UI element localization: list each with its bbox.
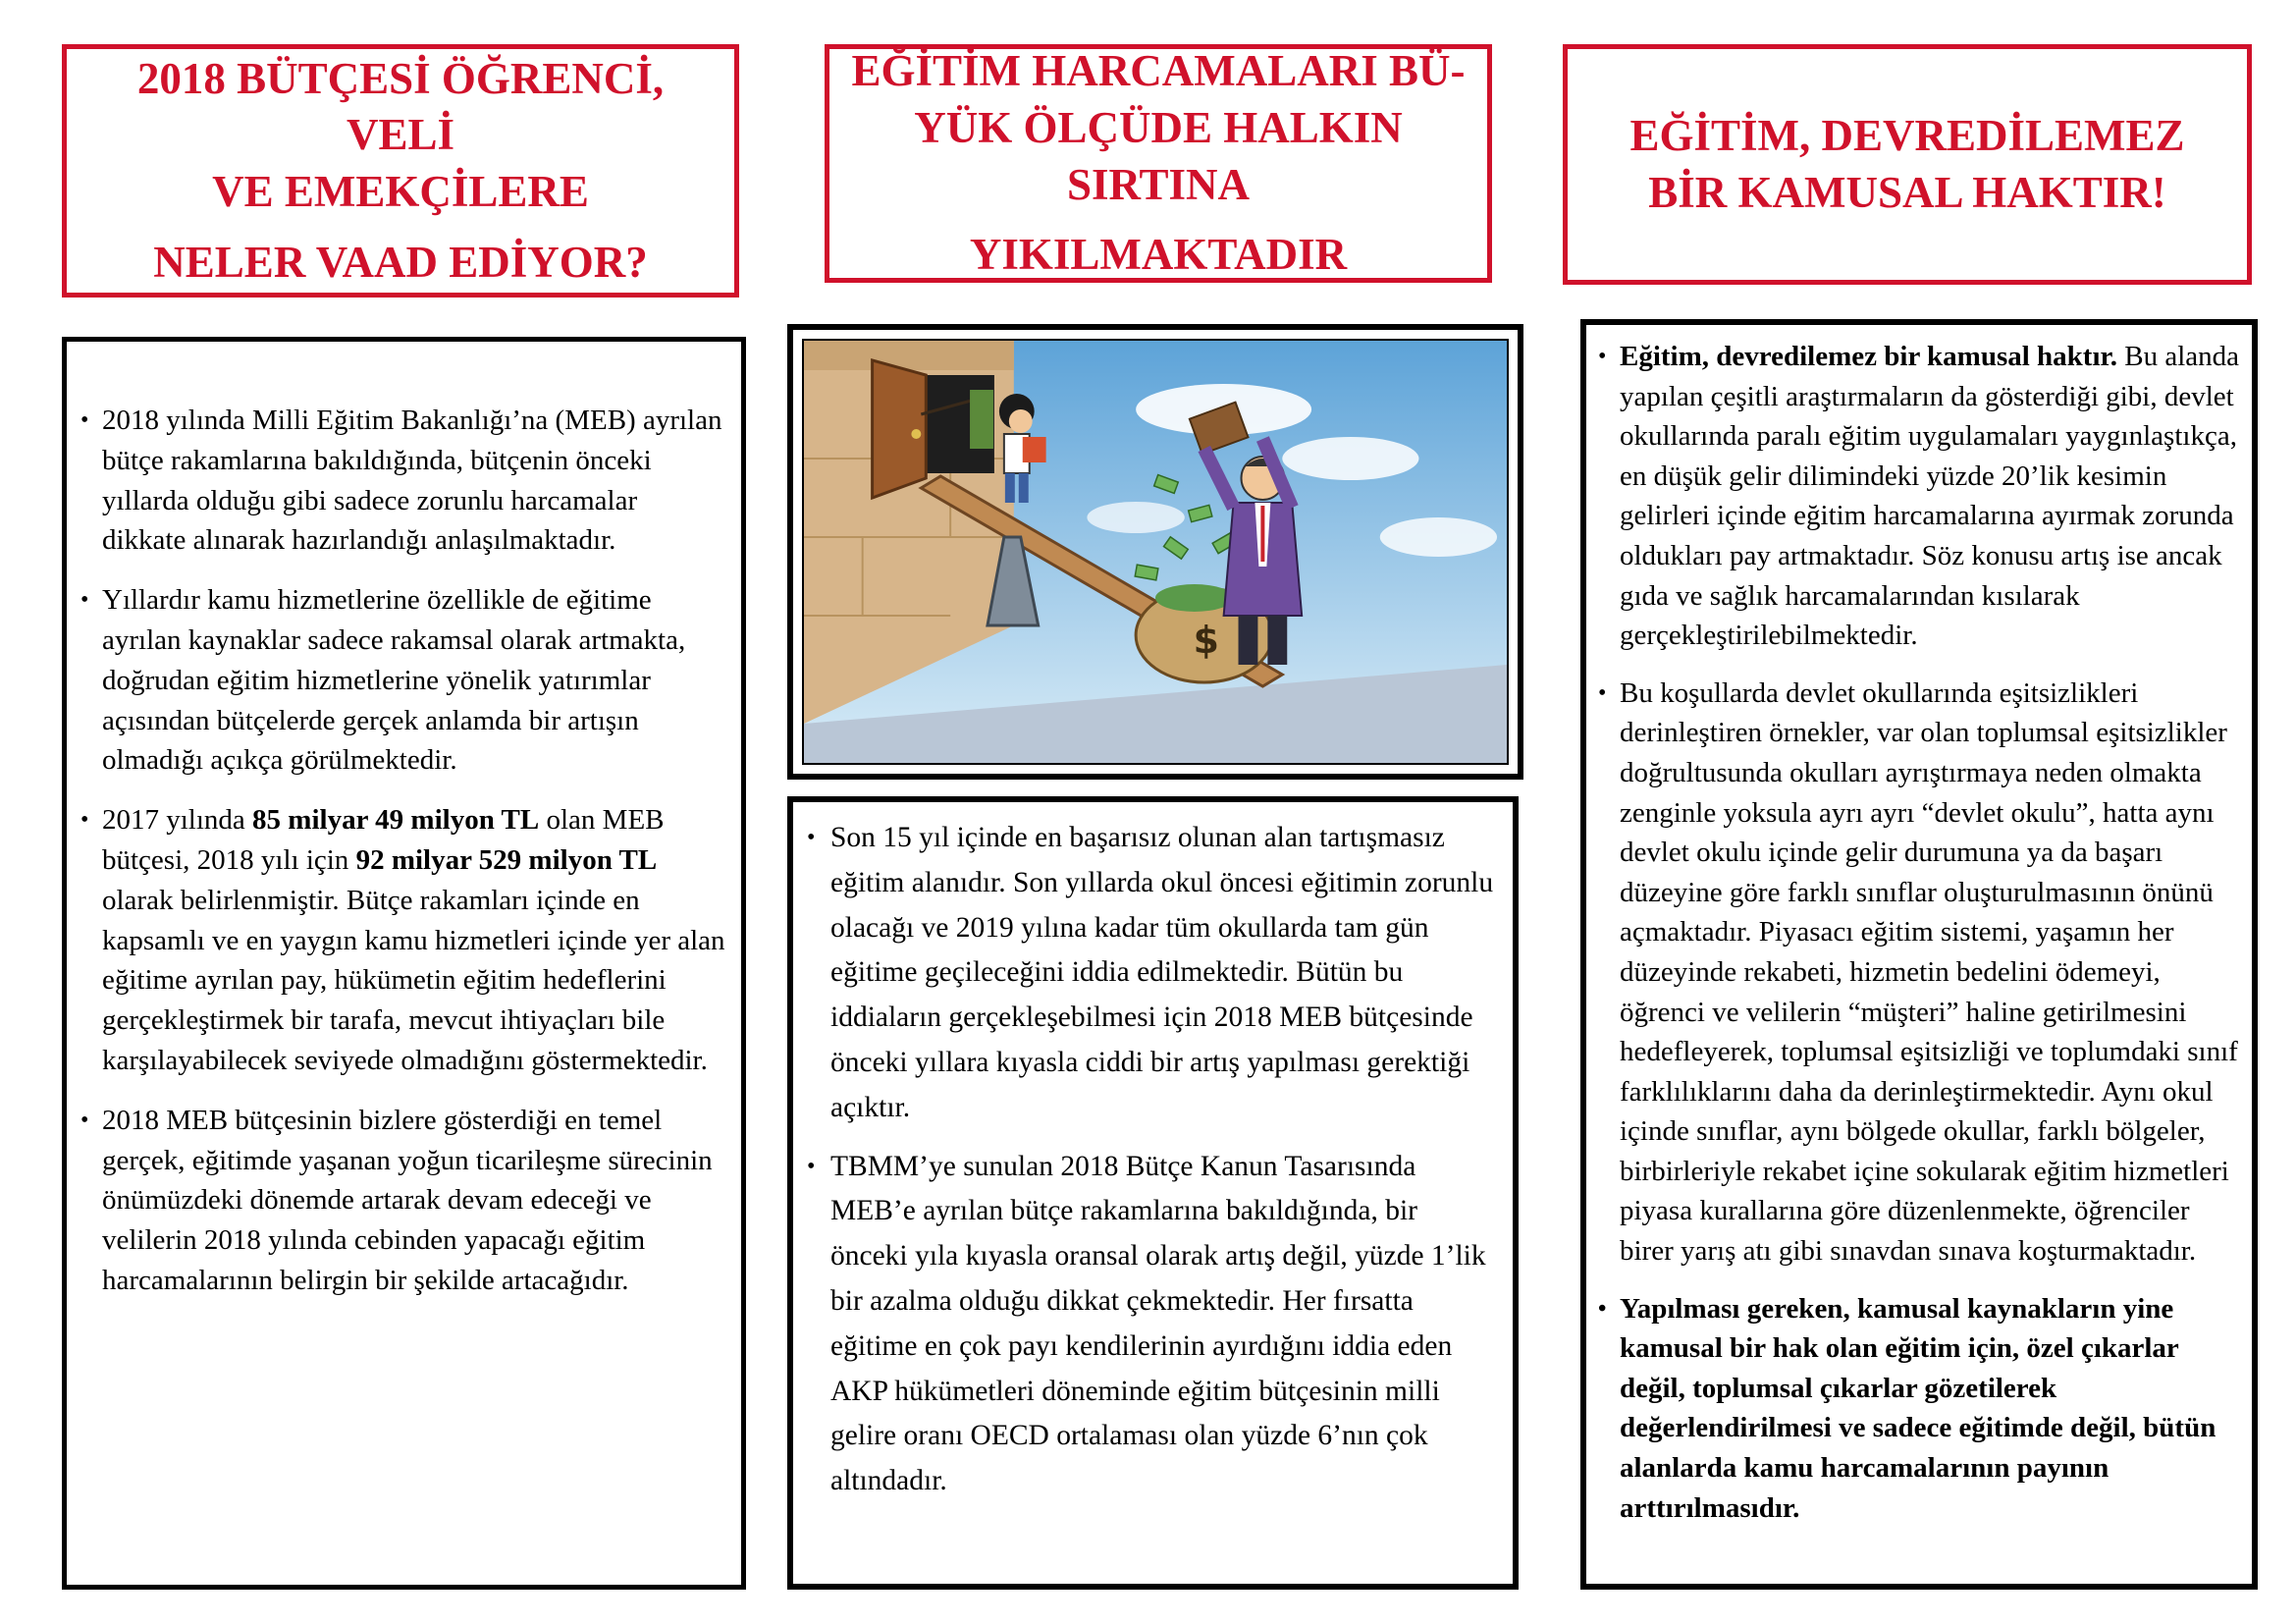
- bullet-item: [80, 580, 727, 781]
- budget-2018-amount: 92 milyar 529 milyon TL: [355, 843, 658, 876]
- title-line: EĞİTİM HARCAMALARI BÜ-: [851, 46, 1466, 96]
- title-line: YÜK ÖLÇÜDE HALKIN SIRTINA: [914, 102, 1403, 209]
- dollar-sign-icon: $: [1193, 618, 1219, 663]
- bullet-item: [807, 816, 1499, 1131]
- bullet-text: 2018 MEB bütçesinin bizlere gösterdiği en temel gerçek, eğitimde yaşanan yoğun ticarileşme sürecinin önümüzdeki dönemde artarak devam edeceği ve velilerin 2018 yılında cebinden yapacağı eğitim harcamalarının belirgin bir şekilde artacağıdır.: [102, 1104, 713, 1296]
- cartoon-frame: [787, 324, 1523, 780]
- bullet-item: [807, 1145, 1499, 1504]
- title-box-public-right: [1563, 44, 2252, 285]
- bullet-text: Bu koşullarda devlet okullarında eşitsizlikleri derinleştiren örnekler, var olan toplumsal eşitsizlikler doğrultusunda okulları ayrıştırmaya neden olmakta zenginle yoksula ayrı ayrı “devlet okulu”, hatta aynı devlet okulu içinde gelir durumuna ya da başarı düzeyine göre farklı sınıflar oluşturulmasının önünü açmaktadır. Piyasacı eğitim sistemi, yaşamın her düzeyinde rekabeti, hizmetin bedelini ödemeyi, öğrenci ve velilerin “müşteri” haline getirilmesini hedefleyerek, toplumsal eşitsizliği ve toplumdaki sınıf farklılıklarını daha da derinleştirmektedir. Aynı okul içinde sınıflar, aynı bölgede okullar, farklı bölgeler, birbirleriyle rekabet içine sokularak eğitim hizmetleri piyasa kurallarına göre düzenlenmekte, öğrenciler birer yarış atı gibi sınavdan sınava koşturmaktadır.: [1620, 677, 2238, 1268]
- title-line: VE EMEKÇİLERE: [212, 167, 589, 216]
- bullet-item: [80, 1101, 727, 1301]
- bullet-text: TBMM’ye sunulan 2018 Bütçe Kanun Tasarısında MEB’e ayrılan bütçe rakamlarına bakıldığında, bir önceki yıla kıyasla oransal olarak artış değil, yüzde 1’lik bir azalma olduğu dikkat çekmektedir. Her fırsatta eğitime en çok payı kendilerinin ayırdığını iddia eden AKP hükümetleri döneminde eğitim bütçesinin milli gelire oranı OECD ortalaması olan yüzde 6’nın çok altındadır.: [830, 1150, 1486, 1497]
- bullet-lead-bold: Eğitim, devredilemez bir kamusal haktır.: [1620, 341, 2117, 372]
- bullet-item-conclusion: [1598, 1289, 2240, 1529]
- title-box-budget-promises: [62, 44, 739, 298]
- title-line: EĞİTİM, DEVREDİLEMEZ: [1629, 110, 2185, 160]
- left-text-column: [62, 337, 746, 1590]
- middle-text-column: [787, 796, 1519, 1590]
- bullet-text: Yıllardır kamu hizmetlerine özellikle de eğitime ayrılan kaynaklar sadece rakamsal olarak artmakta, doğrudan eğitim hizmetlerine yönelik yatırımlar açısından bütçelerde gerçek anlamda bir artışın olmadığı açıkça görülmektedir.: [102, 584, 686, 777]
- bullet-item: [80, 800, 727, 1081]
- bullet-text: Son 15 yıl içinde en başarısız olunan alan tartışmasız eğitim alanıdır. Son yıllarda okul öncesi eğitimin zorunlu olacağı ve 2019 yılına kadar tüm okullarda tam gün eğitime geçileceğini iddia edilmektedir. Bütün bu iddiaların gerçekleşebilmesi için 2018 MEB bütçesinde önceki yıllara kıyasla ciddi bir artış yapılması gerektiği açıktır.: [830, 822, 1494, 1123]
- bullet-text: Bu alanda yapılan çeşitli araştırmaların da gösterdiği gibi, devlet okullarında paralı eğitim uygulamaları yaygınlaştıkça, en düşük gelir dilimindeki yüzde 20’lik kesimin gelirleri içinde eğitim harcamalarına ayırmak zorunda oldukları pay artmaktadır. Söz konusu artış ise ancak gıda ve sağlık harcamalarından kısılarak gerçekleştirilebilmektedir.: [1620, 341, 2239, 652]
- bullet-item: [1598, 674, 2240, 1272]
- bullet-text: 2018 yılında Milli Eğitim Bakanlığı’na (MEB) ayrılan bütçe rakamlarına bakıldığında, bütçenin önceki yıllarda olduğu gibi sadece zorunlu harcamalar dikkate alınarak hazırlandığı anlaşılmaktadır.: [102, 405, 722, 557]
- title-line: 2018 BÜTÇESİ ÖĞRENCİ, VELİ: [136, 53, 665, 160]
- title-line: BİR KAMUSAL HAKTIR!: [1648, 167, 2166, 217]
- title-box-education-spending: [825, 44, 1492, 283]
- right-text-column: [1580, 319, 2258, 1590]
- bullet-item: [80, 401, 727, 561]
- cartoon-illustration: [804, 341, 1507, 763]
- bullet-text: olarak belirlenmiştir. Bütçe rakamları içinde en kapsamlı ve en yaygın kamu hizmetleri içinde yer alan eğitime ayrılan pay, hükümetin eğitim hedeflerini gerçekleştirmek bir tarafa, mevcut ihtiyaçları bile karşılayabilecek seviyede olmadığını göstermektedir.: [102, 884, 725, 1076]
- bullet-text: Yapılması gereken, kamusal kaynakların yine kamusal bir hak olan eğitim için, özel çıkarlar değil, toplumsal çıkarlar gözetilerek değerlendirilmesi ve sadece eğitimde değil, bütün alanlarda kamu harcamalarının payının arttırılmasıdır.: [1620, 1292, 2216, 1524]
- budget-2017-amount: 85 milyar 49 milyon TL: [252, 804, 540, 837]
- bullet-text: olan MEB bütçesi, 2018 yılı için: [102, 804, 665, 876]
- title-line: YIKILMAKTADIR: [969, 230, 1348, 280]
- seesaw-cartoon-image: [802, 339, 1509, 765]
- bullet-text: 2017 yılında: [102, 804, 253, 837]
- bullet-item: [1598, 337, 2240, 656]
- title-line: NELER VAAD EDİYOR?: [153, 237, 648, 287]
